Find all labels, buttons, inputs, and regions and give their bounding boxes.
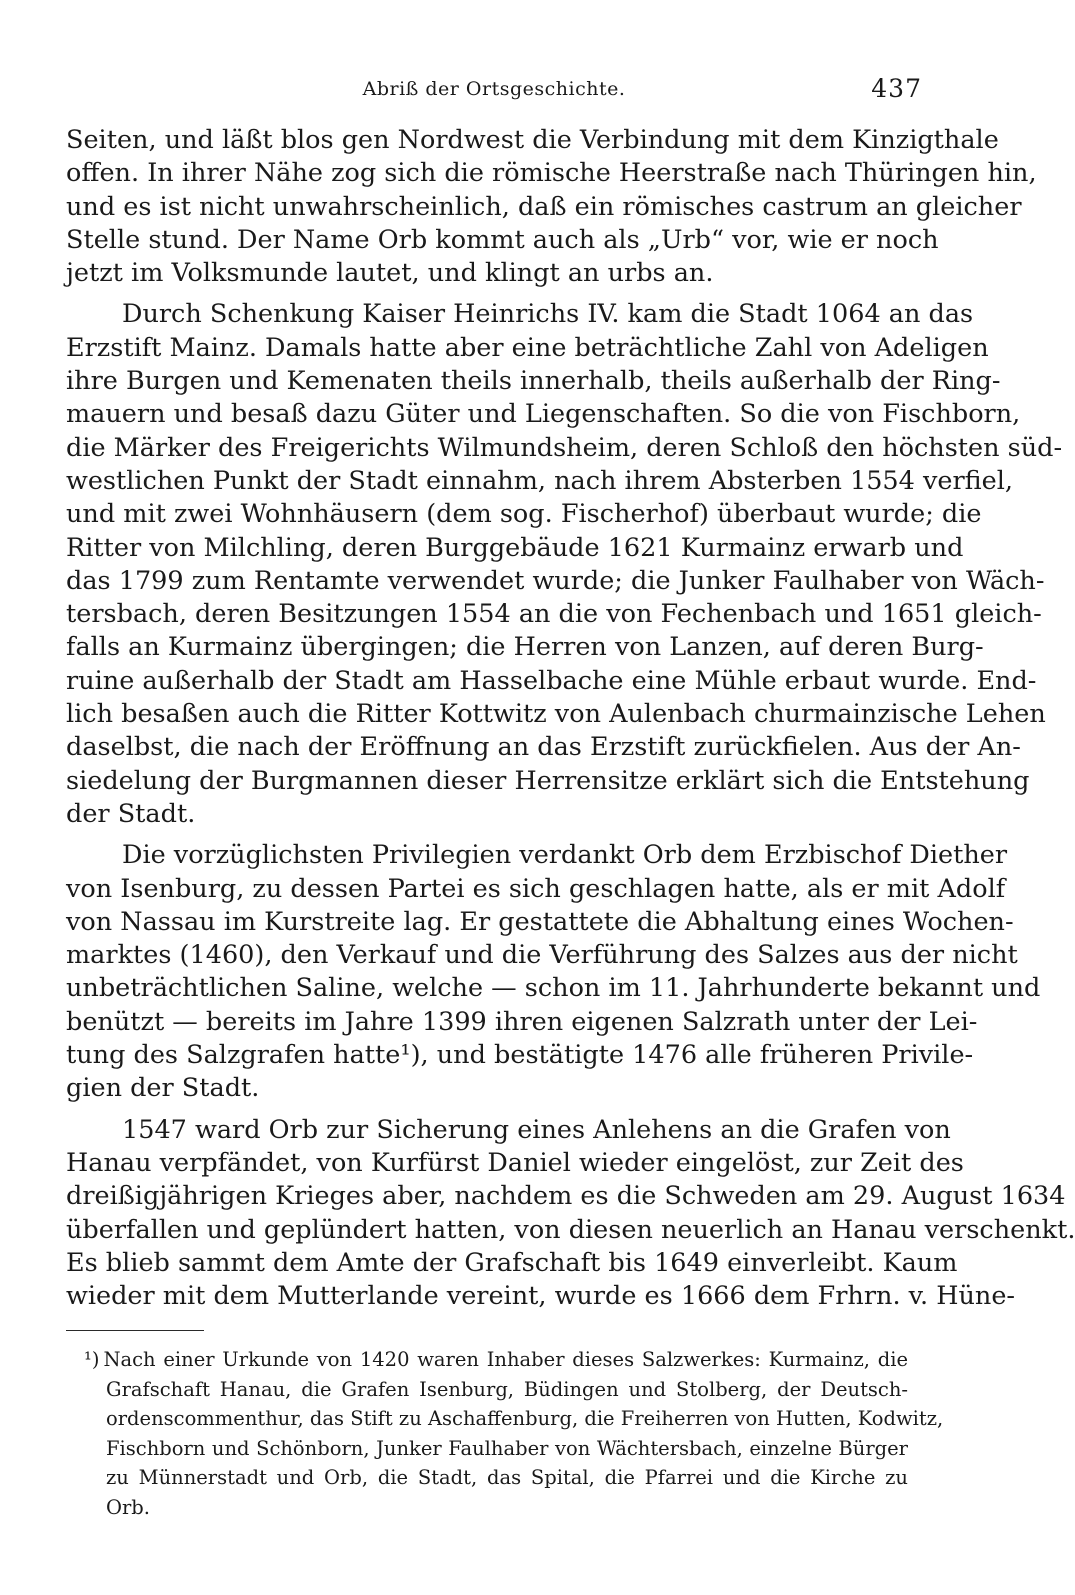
text-line: gien der Stadt. xyxy=(66,1073,260,1104)
text-line: tung des Salzgrafen hatte¹), und bestätigte 1476 alle früheren Privile- xyxy=(66,1040,974,1071)
text-line: offen. In ihrer Nähe zog sich die römische Heerstraße nach Thüringen hin, xyxy=(66,158,1037,189)
text-line: Durch Schenkung Kaiser Heinrichs IV. kam die Stadt 1064 an das xyxy=(122,299,974,330)
text-line: unbeträchtlichen Saline, welche — schon im 11. Jahrhunderte bekannt und xyxy=(66,973,1041,1004)
paragraph-4 xyxy=(66,1114,1075,1314)
text-line: die Märker des Freigerichts Wilmundsheim, deren Schloß den höchsten süd- xyxy=(66,432,1063,463)
running-title: Abriß der Ortsgeschichte. xyxy=(362,78,626,100)
footnote-line: Orb. xyxy=(106,1495,150,1519)
text-line: der Stadt. xyxy=(66,798,196,829)
text-line: Ritter von Milchling, deren Burggebäude 1621 Kurmainz erwarb und xyxy=(66,532,964,563)
body-text xyxy=(66,124,1075,1313)
footnote-line: Grafschaft Hanau, die Grafen Isenburg, Büdingen und Stolberg, der Deutsch- xyxy=(106,1377,908,1401)
text-line: lich besaßen auch die Ritter Kottwitz von Aulenbach churmainzische Lehen xyxy=(66,699,1046,730)
footnote-line xyxy=(66,1345,908,1375)
text-line: von Isenburg, zu dessen Partei es sich geschlagen hatte, als er mit Adolf xyxy=(66,873,1006,904)
running-head xyxy=(66,74,922,108)
text-line: jetzt im Volksmunde lautet, und klingt an urbs an. xyxy=(66,258,714,289)
paragraph-2 xyxy=(66,298,1063,831)
footnote-marker: ¹) xyxy=(84,1348,100,1371)
text-line: Die vorzüglichsten Privilegien verdankt Orb dem Erzbischof Diether xyxy=(122,840,1008,871)
text-line: Stelle stund. Der Name Orb kommt auch als „Urb“ vor, wie er noch xyxy=(66,224,939,255)
text-line: siedelung der Burgmannen dieser Herrensitze erklärt sich die Entstehung xyxy=(66,765,1030,796)
text-line: ihre Burgen und Kemenaten theils innerhalb, theils außerhalb der Ring- xyxy=(66,366,1001,397)
text-line: Es blieb sammt dem Amte der Grafschaft bis 1649 einverleibt. Kaum xyxy=(66,1247,958,1278)
paragraph-1 xyxy=(66,124,1037,290)
text-line: überfallen und geplündert hatten, von diesen neuerlich an Hanau verschenkt. xyxy=(66,1214,1075,1245)
text-line: benützt — bereits im Jahre 1399 ihren eigenen Salzrath unter der Lei- xyxy=(66,1006,978,1037)
text-line: und mit zwei Wohnhäusern (dem sog. Fischerhof) überbaut wurde; die xyxy=(66,499,982,530)
text-line: marktes (1460), den Verkauf und die Verführung des Salzes aus der nicht xyxy=(66,940,1018,971)
footnote xyxy=(66,1345,944,1522)
footnote-line: Fischborn und Schönborn, Junker Faulhaber von Wächtersbach, einzelne Bürger xyxy=(106,1436,908,1460)
text-line: wieder mit dem Mutterlande vereint, wurde es 1666 dem Frhrn. v. Hüne- xyxy=(66,1281,1016,1312)
footnote-text: Nach einer Urkunde von 1420 waren Inhaber dieses Salzwerkes: Kurmainz, die xyxy=(103,1348,908,1371)
text-line: ruine außerhalb der Stadt am Hasselbache eine Mühle erbaut wurde. End- xyxy=(66,665,1037,696)
paragraph-3 xyxy=(66,839,1041,1105)
text-line: Erzstift Mainz. Damals hatte aber eine beträchtliche Zahl von Adeligen xyxy=(66,332,989,363)
text-line: tersbach, deren Besitzungen 1554 an die von Fechenbach und 1651 gleich- xyxy=(66,599,1042,630)
text-line: westlichen Punkt der Stadt einnahm, nach ihrem Absterben 1554 verfiel, xyxy=(66,465,1014,496)
text-line: mauern und besaß dazu Güter und Liegenschaften. So die von Fischborn, xyxy=(66,399,1021,430)
text-line: das 1799 zum Rentamte verwendet wurde; die Junker Faulhaber von Wäch- xyxy=(66,565,1045,596)
text-line: Seiten, und läßt blos gen Nordwest die Verbindung mit dem Kinzigthale xyxy=(66,125,999,155)
text-line: daselbst, die nach der Eröffnung an das Erzstift zurückfielen. Aus der An- xyxy=(66,732,1021,763)
text-line: 1547 ward Orb zur Sicherung eines Anlehens an die Grafen von xyxy=(122,1114,951,1145)
text-line: von Nassau im Kurstreite lag. Er gestattete die Abhaltung eines Wochen- xyxy=(66,906,1014,937)
page-number: 437 xyxy=(871,74,922,103)
footnote-line: ordenscommenthur, das Stift zu Aschaffenburg, die Freiherren von Hutten, Kodwitz, xyxy=(106,1407,944,1430)
text-line: dreißigjährigen Krieges aber, nachdem es die Schweden am 29. August 1634 xyxy=(66,1181,1066,1212)
text-line: falls an Kurmainz übergingen; die Herren von Lanzen, auf deren Burg- xyxy=(66,632,984,663)
footnote-line: zu Münnerstadt und Orb, die Stadt, das Spital, die Pfarrei und die Kirche zu xyxy=(106,1466,908,1489)
text-line: Hanau verpfändet, von Kurfürst Daniel wieder eingelöst, zur Zeit des xyxy=(66,1147,964,1178)
text-line: und es ist nicht unwahrscheinlich, daß ein römisches castrum an gleicher xyxy=(66,191,1022,222)
footnote-rule xyxy=(66,1330,204,1331)
